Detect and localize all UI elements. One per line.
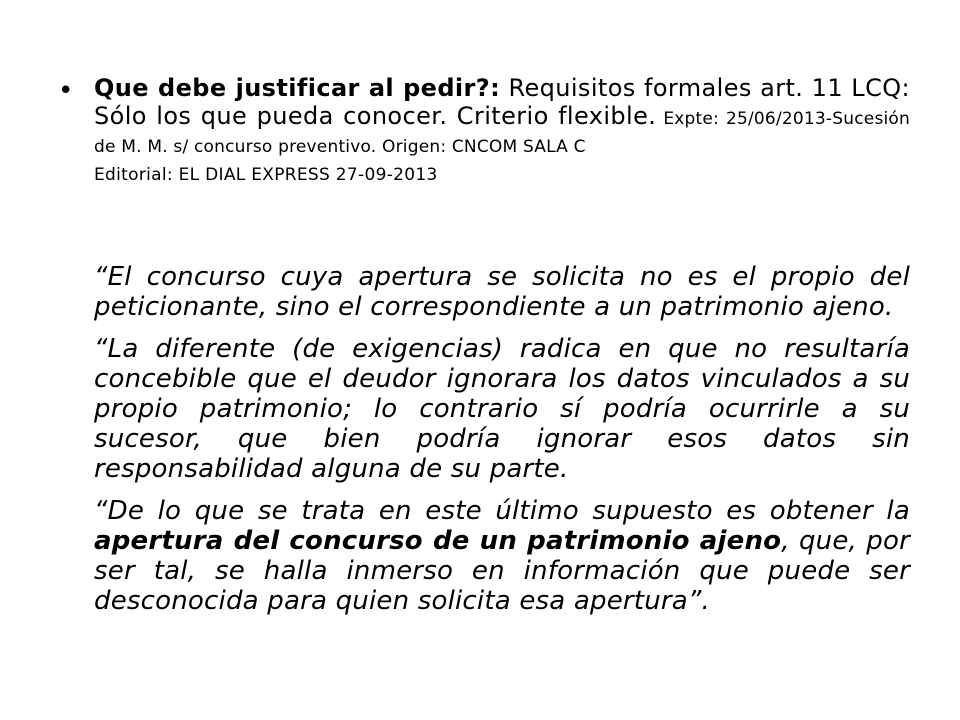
quotes-block bbox=[94, 262, 910, 628]
bullet-main-text: Requisitos formales art. 11 LCQ: Sólo los que pueda conocer. Criterio flexible. bbox=[94, 74, 911, 130]
editorial-line: Editorial: EL DIAL EXPRESS 27-09-2013 bbox=[94, 165, 438, 185]
quote-3-emphasis: apertura del concurso de un patrimonio ajeno bbox=[94, 526, 782, 556]
quote-1: “El concurso cuya apertura se solicita no es el propio del peticionante, sino el correspondiente a un patrimonio ajeno. bbox=[94, 262, 910, 322]
bullet-heading: Que debe justificar al pedir?: bbox=[94, 74, 501, 102]
bullet-dot-icon: • bbox=[58, 76, 74, 106]
quote-3-start: “De lo que se trata en este último supuesto es obtener la bbox=[94, 496, 910, 526]
quote-3 bbox=[94, 496, 910, 616]
bullet-citation: Expte: 25/06/2013-Sucesión de M. M. s/ concurso preventivo. Origen: CNCOM SALA C bbox=[94, 109, 910, 157]
bullet-paragraph bbox=[94, 74, 910, 158]
quote-2: “La diferente (de exigencias) radica en que no resultaría concebible que el deudor ignorara los datos vinculados a su propio patrimonio; lo contrario sí podría ocurrirle a su sucesor, que bien podría ignorar esos datos sin responsabilidad alguna de su parte. bbox=[94, 334, 910, 484]
quote-3-end: , que, por ser tal, se halla inmerso en información que puede ser desconocida para quien solicita esa apertura”. bbox=[94, 526, 911, 616]
bullet-block bbox=[58, 74, 910, 186]
